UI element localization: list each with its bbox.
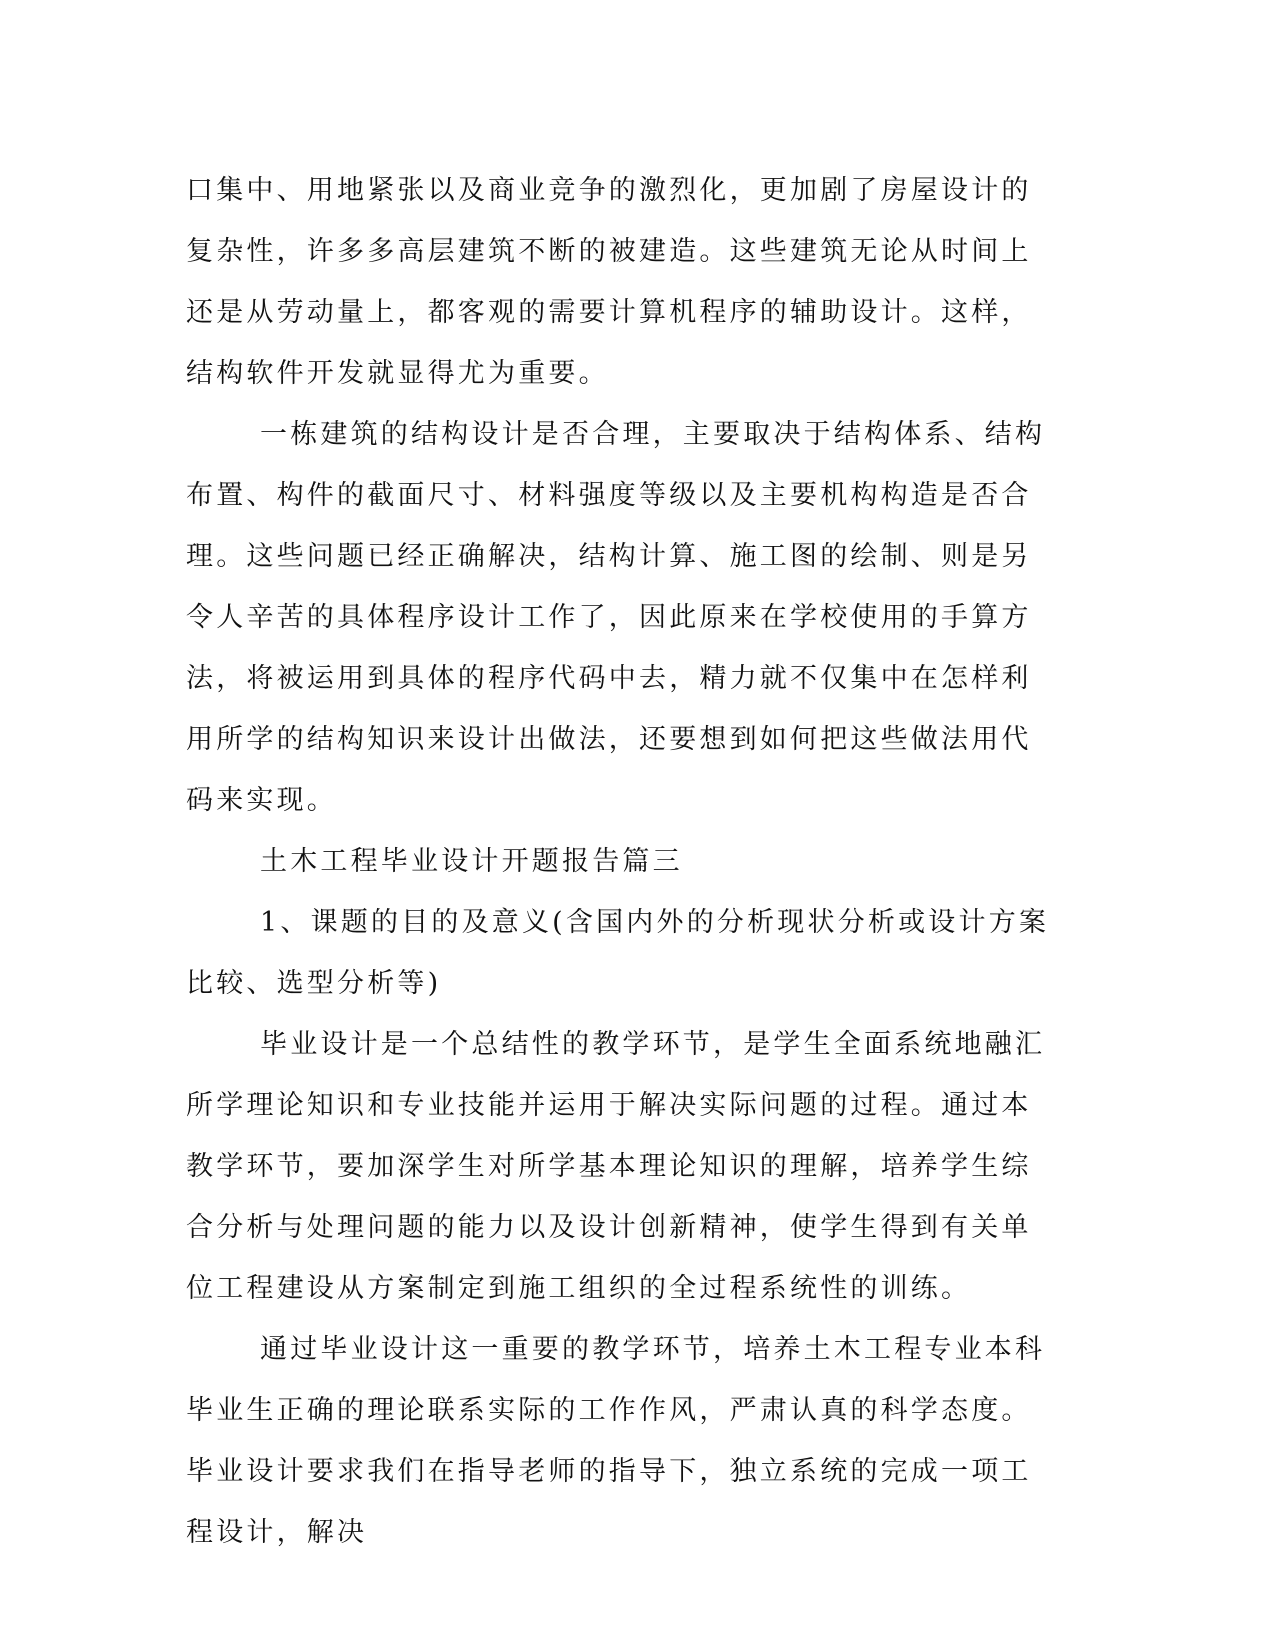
paragraph-structural-design: 一栋建筑的结构设计是否合理，主要取决于结构体系、结构布置、构件的截面尺寸、材料强度等级以及主要机构构造是否合理。这些问题已经正确解决，结构计算、施工图的绘制、则是另令人辛苦的具体程序设计工作了，因此原来在学校使用的手算方法，将被运用到具体的程序代码中去，精力就不仅集中在怎样利用所学的结构知识来设计出做法，还要想到如何把这些做法用代码来实现。 — [186, 419, 1046, 816]
document-body — [186, 160, 1051, 1563]
section-heading: 土木工程毕业设计开题报告篇三 — [260, 846, 683, 877]
paragraph-graduation-design: 毕业设计是一个总结性的教学环节，是学生全面系统地融汇所学理论知识和专业技能并运用于解决实际问题的过程。通过本教学环节，要加深学生对所学基本理论知识的理解，培养学生综合分析与处理问题的能力以及设计创新精神，使学生得到有关单位工程建设从方案制定到施工组织的全过程系统性的训练。 — [186, 1029, 1046, 1304]
subsection-heading: 1、课题的目的及意义(含国内外的分析现状分析或设计方案比较、选型分析等) — [186, 907, 1050, 999]
paragraph-continuation: 口集中、用地紧张以及商业竞争的激烈化，更加剧了房屋设计的复杂性，许多多高层建筑不断的被建造。这些建筑无论从时间上还是从劳动量上，都客观的需要计算机程序的辅助设计。这样，结构软件开发就显得尤为重要。 — [186, 175, 1032, 389]
paragraph-training-goals: 通过毕业设计这一重要的教学环节，培养土木工程专业本科毕业生正确的理论联系实际的工作作风，严肃认真的科学态度。毕业设计要求我们在指导老师的指导下，独立系统的完成一项工程设计，解决 — [186, 1334, 1046, 1548]
